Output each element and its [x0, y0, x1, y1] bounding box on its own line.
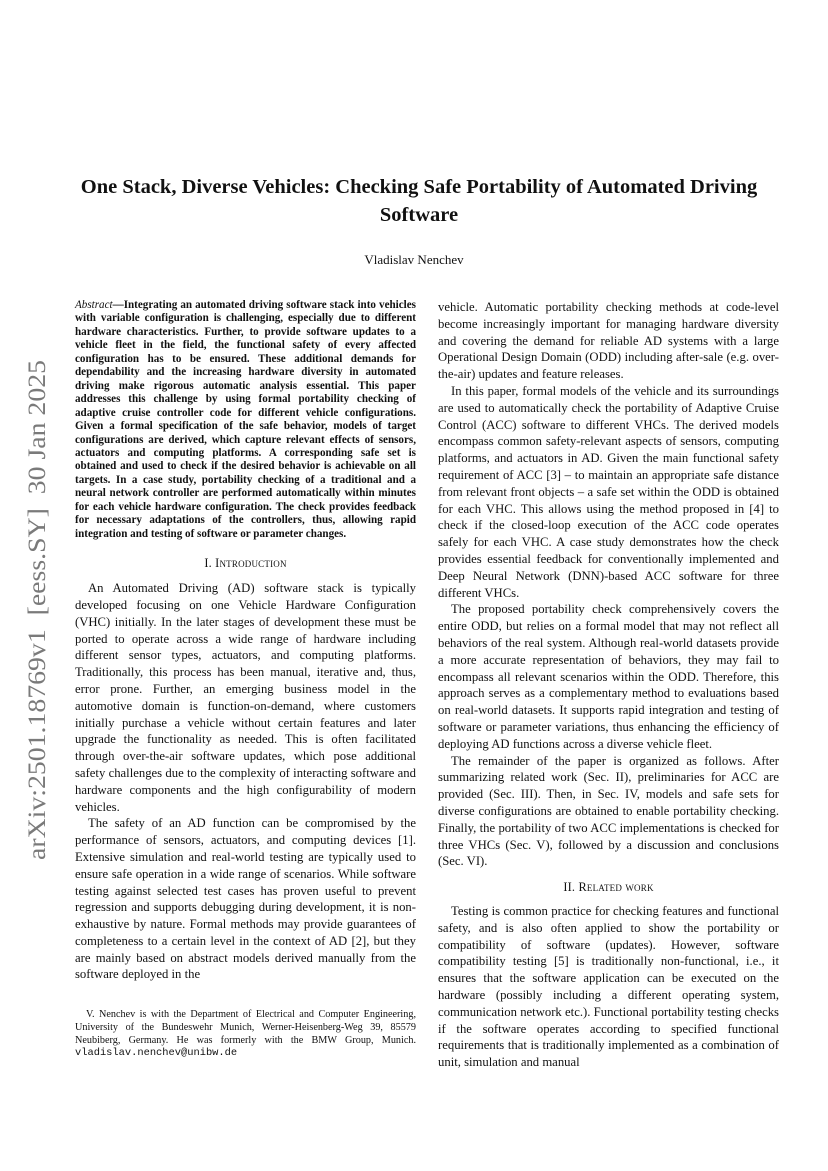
section-heading-related-work	[438, 879, 779, 895]
abstract	[75, 299, 416, 541]
related-paragraph-1: Testing is common practice for checking features and functional safety, and is also often applied to show the portability or compatibility of software (updates). However, software compatibility testing [5] is traditionally non-functional, i.e., it ensures that the software application can be executed on the hardware (possibly including a different operating system, communication network etc.). Functional portability testing checks if the software operates according to specified functional requirements that is traditionally implemented as a combination of unit, simulation and manual	[438, 904, 779, 1070]
left-column	[75, 299, 416, 1060]
intro-paragraph-1: An Automated Driving (AD) software stack is typically developed focusing on one Vehicle Hardware Configuration (VHC) initially. In the later stages of development these must be ported to operate across a wide range of hardware including different sensor types, actuators, and computing platforms. Traditionally, this process has been manual, iterative and, thus, error prone. Further, an emerging business model in the automotive domain is function-on-demand, where customers initially purchase a vehicle without certain features and later upgrade the functionality as needed. This is often facilitated through over-the-air software updates, which pose additional safety challenges due to the complexity of interacting software and hardware components and the high configurability of modern vehicles.	[75, 581, 416, 814]
section-number: II.	[563, 880, 576, 895]
author-name: Vladislav Nenchev	[364, 252, 464, 267]
intro-paragraph-5: The proposed portability check comprehensively covers the entire ODD, but relies on a formal model that may not reflect all behaviors of the real system. Although real-world datasets provide a more accurate representation of behaviors, they may fail to encompass all relevant scenarios within the ODD. Therefore, this approach serves as a complementary method to evaluations based on real-world datasets. It supports rapid integration and testing of software or parameter variations, thus enhancing the efficiency of deploying AD functions across a diverse vehicle fleet.	[438, 602, 779, 751]
abstract-label: Abstract	[75, 299, 113, 311]
right-column	[438, 299, 779, 1071]
author-email: vladislav.nenchev@unibw.de	[75, 1047, 238, 1060]
intro-paragraph-2: The safety of an AD function can be compromised by the performance of sensors, actuators, and computing devices [1]. Extensive simulation and real-world testing are typically used to ensure safe operation in a wide range of scenarios. While software testing against selected test cases has proven useful to prevent regression and supports debugging during development, it is non-exhaustive by nature. Formal methods may provide guarantees of completeness to a certain level in the context of AD [2], but they are mainly based on abstract models derived manually from the software deployed in the	[75, 816, 416, 982]
arxiv-stamp	[12, 360, 54, 865]
intro-paragraph-3: vehicle. Automatic portability checking methods at code-level become increasingly important for managing hardware diversity and covering the demand for reliable AD systems with a large Operational Design Domain (ODD) including after-sale (e.g. over-the-air) updates and feature releases.	[438, 300, 779, 382]
section-heading-introduction	[75, 555, 416, 571]
section-title: Related work	[578, 880, 654, 895]
paper-title: One Stack, Diverse Vehicles: Checking Safe Portability of Automated Driving Software	[80, 176, 758, 226]
intro-paragraph-6: The remainder of the paper is organized as follows. After summarizing related work (Sec. II), preliminaries for ACC are provided (Sec. III). Then, in Sec. IV, models and safe sets for diverse configurations are obtained to enable portability checking. Finally, the portability of two ACC implementations is checked for three VHCs (Sec. V), followed by a discussion and conclusions (Sec. VI).	[438, 753, 779, 869]
abstract-text: —Integrating an automated driving software stack into vehicles with variable configuration is challenging, especially due to different hardware characteristics. Further, to provide software updates to a vehicle fleet in the field, the functional safety of every affected configuration has to be ensured. These additional demands for dependability and the increasing hardware diversity in automated driving make rigorous automatic analysis essential. This paper addresses this challenge by using formal portability checking of adaptive cruise controller code for different vehicle configurations. Given a formal specification of the safe behavior, models of target configurations are derived, which capture relevant effects of sensors, actuators and computing platforms. A corresponding safe set is obtained and used to check if the desired behavior is achievable on all targets. In a case study, portability checking of a traditional and a neural network controller are performed automatically within minutes for each vehicle hardware configuration. The check provides feedback for necessary adaptations of the controllers, thus, allowing rapid integration and testing of software or parameter changes.	[75, 299, 416, 540]
author-footnote	[75, 1009, 416, 1060]
section-title: Introduction	[215, 556, 287, 571]
footnote-text: V. Nenchev is with the Department of Electrical and Computer Engineering, University of the Bundeswehr Munich, Werner-Heisenberg-Weg 39, 85579 Neubiberg, Germany. He was formerly with the BMW Group, Munich.	[75, 1009, 416, 1046]
section-number: I.	[204, 556, 212, 571]
intro-paragraph-4: In this paper, formal models of the vehicle and its surroundings are used to automatically check the portability of Adaptive Cruise Control (ACC) software to different VHCs. The derived models encompass common safety-relevant aspects of sensors, computing platforms, and actuators in AD. Given the main functional safety requirement of ACC [3] – to maintain an appropriate safe distance from relevant front objects – a safe set within the ODD is obtained for each VHC. This allows using the method proposed in [4] to check if the closed-loop execution of the ACC code operates safely for each VHC. A case study demonstrates how the check provides essential feedback for conventionally implemented and Deep Neural Network (DNN)-based ACC software for three different VHCs.	[438, 383, 779, 600]
arxiv-stamp-text: arXiv:2501.18769v1 [eess.SY] 30 Jan 2025	[22, 401, 51, 860]
